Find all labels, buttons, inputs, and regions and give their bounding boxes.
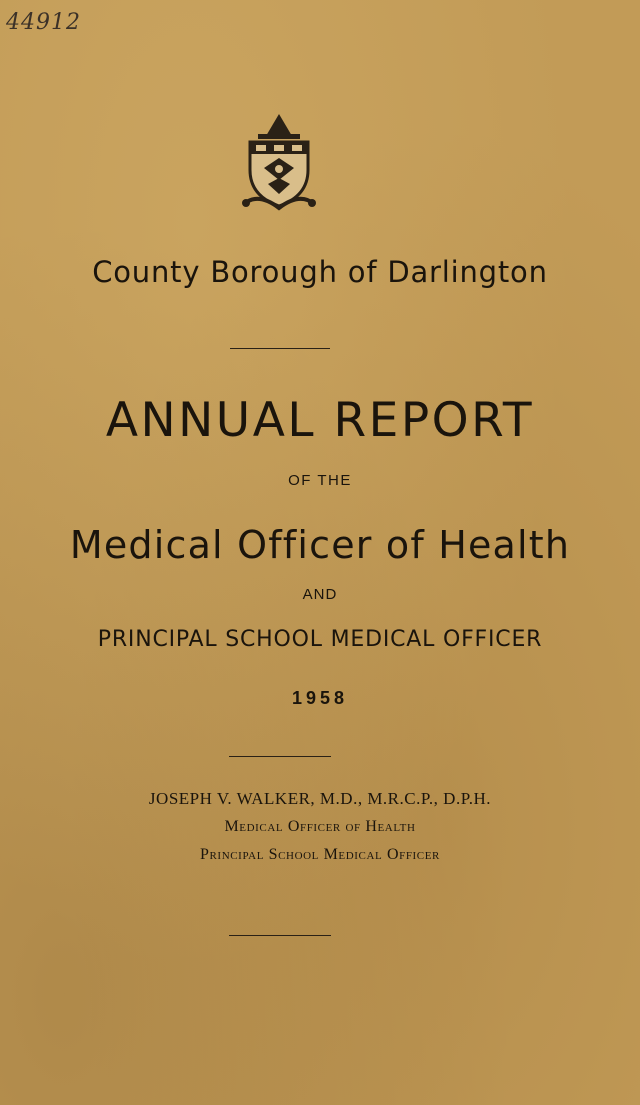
author-title-medical-officer: Medical Officer of Health bbox=[224, 818, 416, 835]
second-office-title: PRINCIPAL SCHOOL MEDICAL OFFICER bbox=[97, 627, 543, 652]
handwritten-reference-number: 44912 bbox=[6, 10, 81, 35]
of-the-label: OF THE bbox=[288, 472, 352, 489]
borough-coat-of-arms-icon bbox=[238, 108, 320, 218]
author-name: JOSEPH V. WALKER, M.D., M.R.C.P., D.P.H. bbox=[148, 789, 492, 808]
borough-name: County Borough of Darlington bbox=[92, 255, 548, 289]
divider bbox=[229, 756, 331, 757]
and-label: AND bbox=[302, 586, 338, 603]
divider bbox=[230, 348, 330, 349]
author-title-school-medical-officer: Principal School Medical Officer bbox=[200, 846, 440, 863]
divider bbox=[229, 935, 331, 936]
report-title: ANNUAL REPORT bbox=[105, 393, 535, 448]
report-year: 1958 bbox=[291, 688, 349, 708]
office-title: Medical Officer of Health bbox=[69, 523, 571, 567]
